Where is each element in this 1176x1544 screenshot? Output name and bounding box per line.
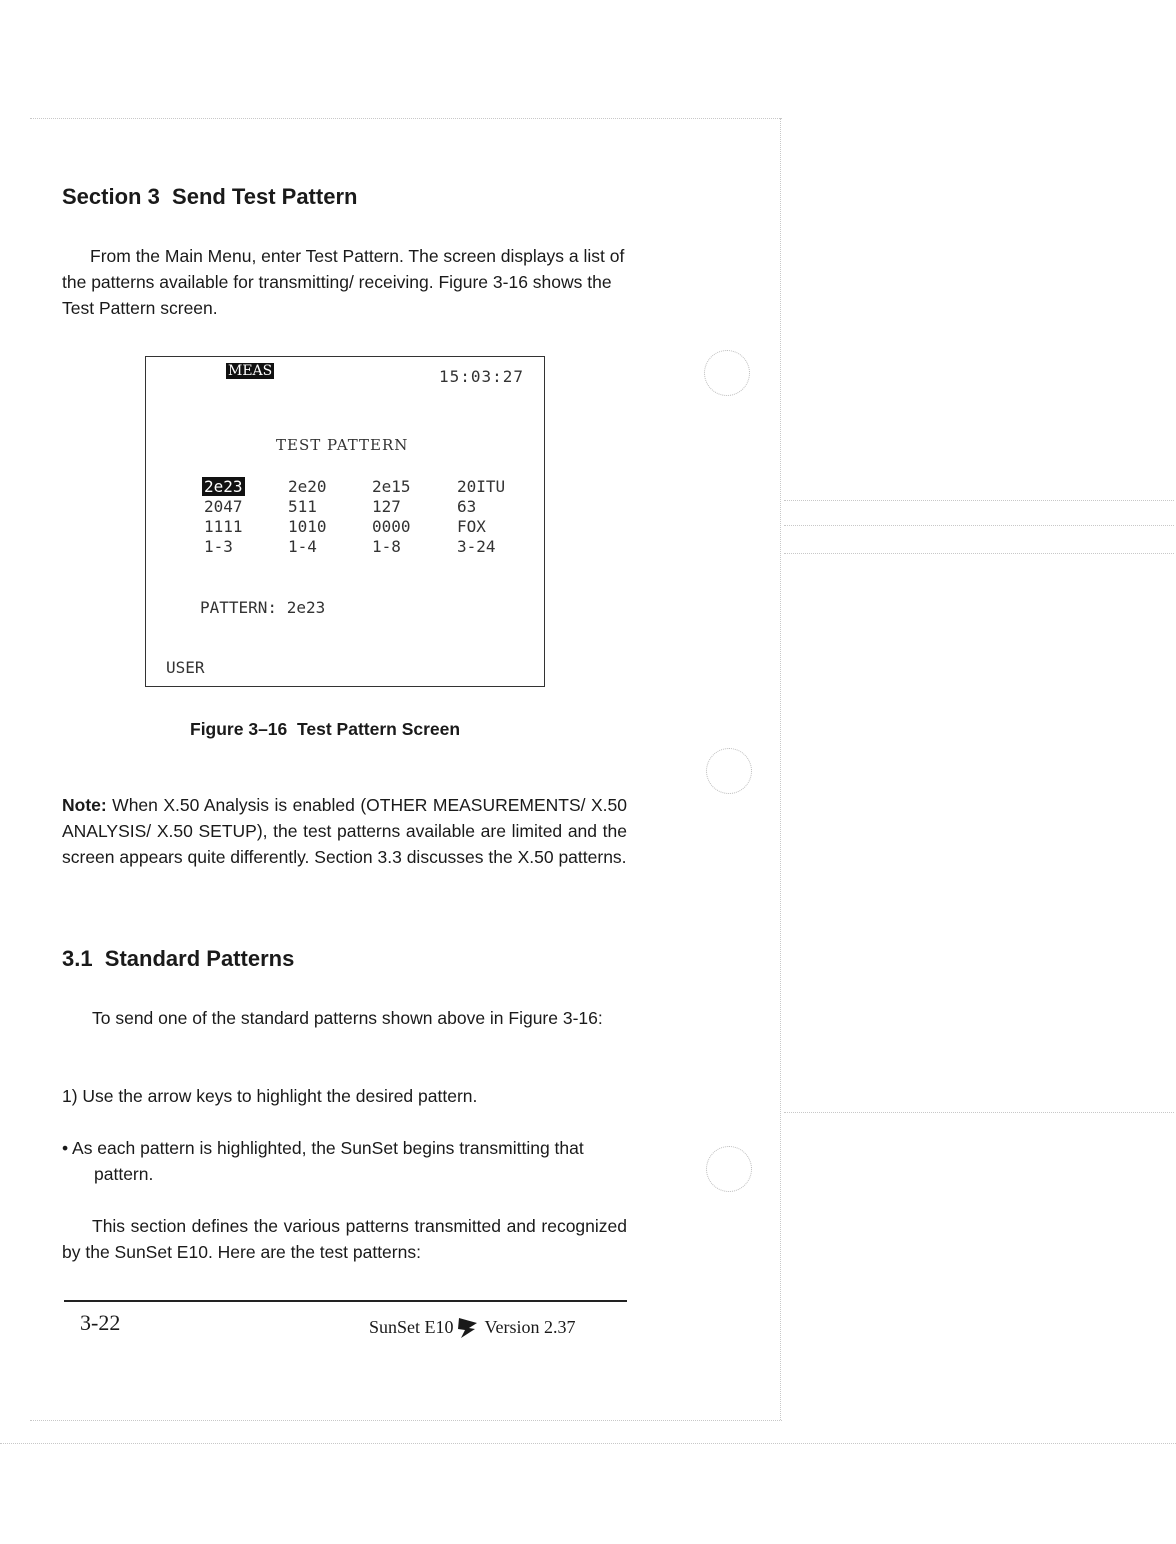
intro-paragraph: From the Main Menu, enter Test Pattern. The screen displays a list of the patterns available for transmitting/ receiving. Figure 3-16 shows the Test Pattern screen. <box>62 246 625 318</box>
scan-line <box>784 553 1174 554</box>
page-edge-bottom <box>30 1420 782 1421</box>
pattern-cell[interactable]: 2e15 <box>372 477 411 496</box>
scan-line <box>784 500 1174 501</box>
footer-product-name: SunSet E10 <box>369 1316 454 1337</box>
binder-hole-icon <box>704 350 750 396</box>
pattern-readout: PATTERN: 2e23 <box>200 598 326 617</box>
bullet-item: • As each pattern is highlighted, the SunSet begins transmitting that pattern. <box>62 1138 584 1184</box>
pattern-cell[interactable]: 2047 <box>204 497 243 516</box>
meas-label: MEAS <box>228 363 273 379</box>
patterns-intro-paragraph: This section defines the various patterns transmitted and recognized by the SunSet E10. Here are the test patterns: <box>62 1216 627 1262</box>
pattern-cell-selected[interactable]: 2e23 <box>204 477 243 496</box>
note-paragraph <box>62 792 627 870</box>
pattern-cell[interactable]: 20ITU <box>457 477 506 496</box>
pattern-cell[interactable]: 0000 <box>372 517 411 536</box>
test-pattern-screen <box>145 356 545 687</box>
sunset-logo-icon <box>455 1314 481 1340</box>
section-title: Section 3 Send Test Pattern <box>62 184 358 209</box>
note-text: When X.50 Analysis is enabled (OTHER MEASUREMENTS/ X.50 ANALYSIS/ X.50 SETUP), the test patterns available are limited and the screen appears quite differently. Section 3.3 discusses the X.50 patterns. <box>62 795 627 867</box>
binder-hole-icon <box>706 1146 752 1192</box>
user-softkey[interactable]: USER <box>166 658 205 677</box>
pattern-cell[interactable]: 63 <box>457 497 477 516</box>
pattern-cell[interactable]: 127 <box>372 497 401 516</box>
binder-hole-icon <box>706 748 752 794</box>
pattern-cell[interactable]: 3-24 <box>457 537 496 556</box>
footer-product <box>369 1314 576 1340</box>
scan-line <box>784 525 1174 526</box>
page-number: 3-22 <box>80 1310 121 1335</box>
pattern-cell[interactable]: 511 <box>288 497 317 516</box>
pattern-cell[interactable]: 1010 <box>288 517 327 536</box>
pattern-cell[interactable]: 1-3 <box>204 537 233 556</box>
footer-version: Version 2.37 <box>484 1316 576 1337</box>
footer-rule <box>64 1300 627 1302</box>
figure-caption: Figure 3–16 Test Pattern Screen <box>190 719 461 739</box>
pattern-cell[interactable]: 1-4 <box>288 537 317 556</box>
clock-time: 15:03:27 <box>439 367 525 386</box>
subsection-title: 3.1 Standard Patterns <box>62 946 295 971</box>
note-label: Note: <box>62 795 107 815</box>
screen-title: TEST PATTERN <box>276 436 409 454</box>
step-1: 1) Use the arrow keys to highlight the desired pattern. <box>62 1086 478 1106</box>
pattern-cell[interactable]: 1-8 <box>372 537 401 556</box>
scan-line <box>0 1443 1176 1444</box>
pattern-cell[interactable]: 2e20 <box>288 477 327 496</box>
page-edge-right <box>780 118 781 1420</box>
pattern-cell[interactable]: 1111 <box>204 517 243 536</box>
page-edge-top <box>30 118 782 119</box>
pattern-cell[interactable]: FOX <box>457 517 486 536</box>
scan-line <box>784 1112 1174 1113</box>
instruction-paragraph: To send one of the standard patterns shown above in Figure 3-16: <box>92 1008 603 1028</box>
